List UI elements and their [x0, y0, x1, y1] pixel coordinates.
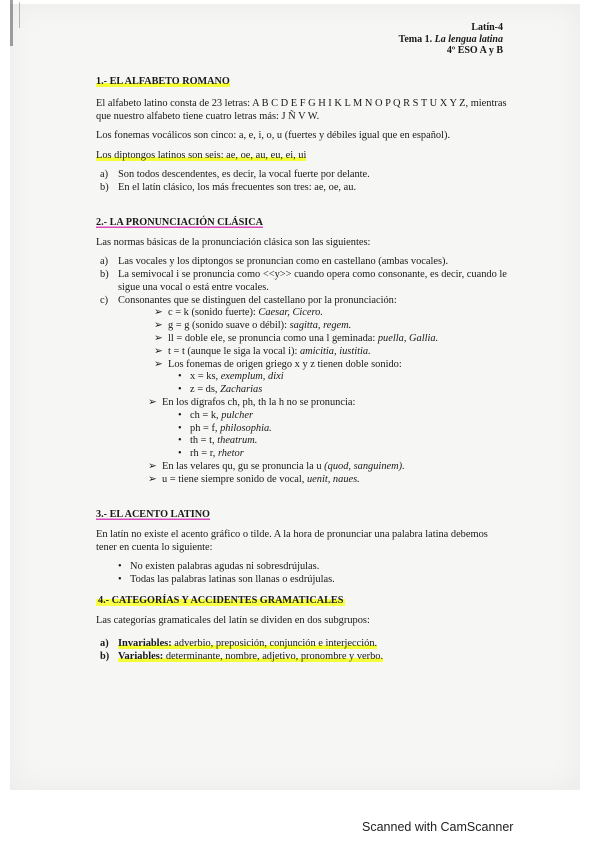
rule-item: ➢ g = g (sonido suave o débil): sagitta, regem.	[154, 320, 352, 332]
rule-item: ➢ ll = doble ele, se pronuncia como una l geminada: puella, Gallia.	[154, 332, 439, 344]
camscanner-watermark: Scanned with CamScanner	[362, 820, 514, 834]
rule-item: ➢ En los dígrafos ch, ph, th la h no se pronuncia:	[148, 396, 356, 408]
rule-item: ➢ En las velares qu, gu se pronuncia la u (quod, sanguinem).	[148, 460, 405, 472]
list-item: b) En el latín clásico, los más frecuentes son tres: ae, oe, au.	[100, 181, 357, 193]
section-4-title: 4.- CATEGORÍAS Y ACCIDENTES GRAMATICALES	[98, 594, 344, 606]
section-3-title: 3.- EL ACENTO LATINO	[96, 508, 210, 520]
document-header	[399, 22, 503, 57]
bullet-item: • x = ks, exemplum, dixi	[178, 371, 284, 383]
greek-list	[176, 371, 508, 397]
rule-item: ➢ Los fonemas de origen griego x y z tienen doble sonido:	[154, 358, 402, 370]
course-name: Latín-4	[471, 22, 503, 33]
s4-paragraph: Las categorías gramaticales del latín se dividen en dos subgrupos:	[96, 615, 370, 627]
page-crease-mark-thin	[19, 2, 20, 28]
s2-list	[96, 256, 508, 307]
s3-list	[116, 561, 508, 587]
s4-list	[96, 638, 508, 664]
page-crease-mark	[10, 0, 13, 46]
bullet-item: • th = t, theatrum.	[178, 435, 258, 447]
list-item: a) Son todos descendentes, es decir, la vocal fuerte por delante.	[100, 168, 370, 180]
bullet-item: • No existen palabras agudas ni sobresdrújulas.	[118, 560, 320, 572]
section-2-title: 2.- LA PRONUNCIACIÓN CLÁSICA	[96, 216, 263, 228]
s1-alphabet: El alfabeto latino consta de 23 letras: A B C D E F G H I K L M N O P Q R S T U X Y Z, mientras que nuestro alfabeto tiene cuatro letras más: J Ñ V W.	[96, 97, 507, 122]
s3-paragraph: En latín no existe el acento gráfico o tilde. A la hora de pronunciar una palabra latina debemos tener en cuenta lo siguiente:	[96, 529, 488, 554]
document-body	[96, 76, 508, 664]
s1-diphthongs: Los diptongos latinos son seis: ae, oe, au, eu, ei, ui	[96, 150, 307, 162]
bullet-item: • ch = k, pulcher	[178, 409, 254, 421]
digraph-list	[176, 410, 508, 461]
bullet-item: • ph = f, philosophia.	[178, 422, 272, 434]
consonant-rules	[148, 307, 508, 486]
s1-list	[96, 169, 508, 195]
tema-title: La lengua latina	[434, 33, 503, 45]
rule-item: ➢ u = tiene siempre sonido de vocal, uenit, naues.	[148, 473, 360, 485]
bullet-item: • z = ds, Zacharias	[178, 384, 263, 396]
section-1-title: 1.- EL ALFABETO ROMANO	[96, 76, 230, 87]
tema-line: Tema 1. La lengua latina	[398, 33, 503, 45]
list-item: b) La semivocal i se pronuncia como <<y>> cuando opera como consonante, es decir, cuando le sigue una vocal o está entre vocales.	[100, 268, 507, 293]
s1-vowels: Los fonemas vocálicos son cinco: a, e, i, o, u (fuertes y débiles igual que en español).	[96, 130, 451, 142]
list-item: b) Variables: determinante, nombre, adjetivo, pronombre y verbo.	[100, 650, 384, 662]
level: 4º ESO A y B	[446, 45, 503, 56]
s2-intro: Las normas básicas de la pronunciación clásica son las siguientes:	[96, 237, 371, 249]
list-item: a) Invariables: adverbio, preposición, conjunción e interjección.	[100, 638, 378, 650]
list-item: a) Las vocales y los diptongos se pronuncian como en castellano (ambas vocales).	[100, 256, 449, 268]
bullet-item: • Todas las palabras latinas son llanas o esdrújulas.	[118, 573, 335, 585]
bullet-item: • rh = r, rhetor	[178, 448, 244, 460]
rule-item: ➢ t = t (aunque le siga la vocal i): amicitia, iustitia.	[154, 345, 371, 357]
rule-item: ➢ c = k (sonido fuerte): Caesar, Cicero.	[154, 307, 323, 319]
list-item: c) Consonantes que se distinguen del castellano por la pronunciación:	[100, 294, 397, 306]
